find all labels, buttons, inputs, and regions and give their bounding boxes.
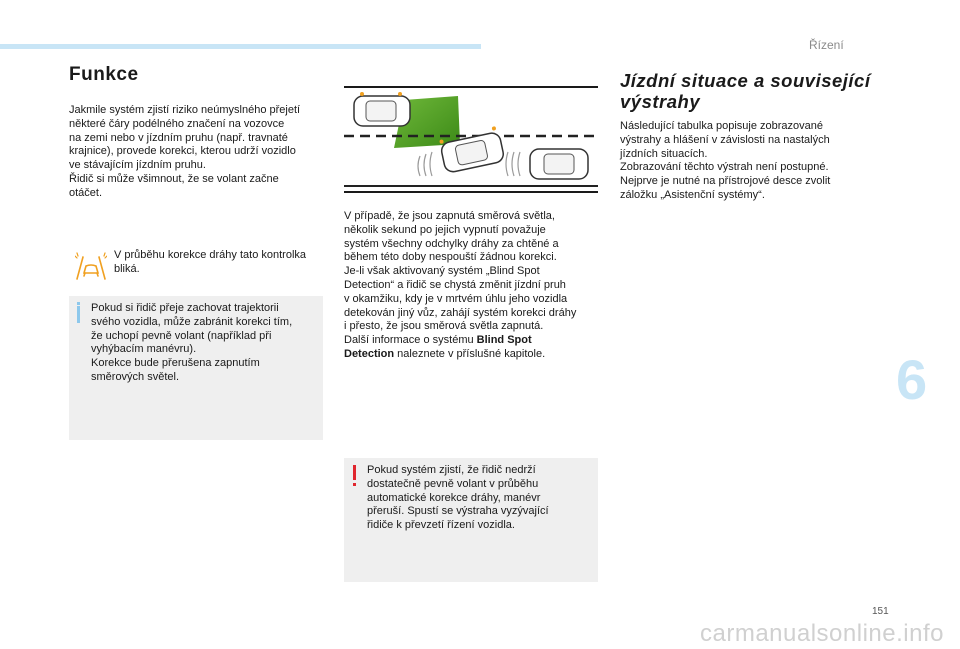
vehicle-blind-spot bbox=[354, 92, 410, 126]
info-icon bbox=[77, 302, 80, 305]
info-box-text: Pokud si řidič přeje zachovat trajektorii svého vozidla, může zabránit korekci tím, že uchopí pevně volant (například při vyhýbacím manévru). Korekce bude přerušena zapnutím směrových světel. bbox=[91, 302, 293, 383]
section-title: Řízení bbox=[809, 38, 844, 52]
page-number: 151 bbox=[872, 606, 889, 617]
warning-box bbox=[344, 458, 598, 582]
info-box bbox=[69, 296, 323, 440]
lane-correction-illustration bbox=[344, 86, 598, 192]
watermark: carmanualsonline.info bbox=[700, 620, 944, 647]
illustration-bottom-rule bbox=[344, 191, 598, 193]
info-icon-bar bbox=[77, 306, 80, 323]
lane-keeping-warning-icon bbox=[75, 251, 107, 281]
warning-exclamation-icon bbox=[353, 465, 356, 480]
heading-driving-situations: Jízdní situace a související výstrahy bbox=[620, 70, 871, 112]
chapter-number: 6 bbox=[896, 348, 928, 411]
header-accent-bar bbox=[0, 44, 481, 49]
vehicle-lane bbox=[530, 149, 588, 179]
warning-box-text: Pokud systém zjistí, že řidič nedrží dostatečně pevně volant v průběhu automatické korekce dráhy, manévr přeruší. Spustí se výstraha vyzývající řidiče k převzetí řízení vozidla. bbox=[367, 464, 549, 532]
warning-exclamation-dot bbox=[353, 483, 356, 486]
indicator-description: V průběhu korekce dráhy tato kontrolka bliká. bbox=[114, 249, 307, 275]
blind-spot-text-end: naleznete v příslušné kapitole. bbox=[394, 347, 546, 360]
driving-situations-paragraph: Následující tabulka popisuje zobrazované výstrahy a hlášení v závislosti na nastalých jízdních situacích. Zobrazování těchto výstrah není postupné. Nejprve je nutné na přístrojové desce zvolit záložku „Asistenční systémy“. bbox=[620, 120, 831, 201]
blind-spot-link-text: Blind Spot Detection bbox=[344, 334, 532, 360]
intro-paragraph: Jakmile systém zjistí riziko neúmyslného přejetí některé čáry podélného značení na vozovce na zemi nebo v jízdním pruhu (např. travnaté krajnice), provede korekci, kterou udrží vozidlo ve stávajícím jízdním pruhu. Řidič si může všimnout, že se volant začne otáčet. bbox=[69, 104, 301, 199]
blind-spot-text-start: V případě, že jsou zapnutá směrová světla, několik sekund po jejich vypnutí považuje systém všechny odchylky dráhy za chtěné a během této doby nespouští žádnou korekci. Je-li však aktivovaný systém „Blind Spot Detection“ a řidič se chystá změnit jízdní pruh v okamžiku, kdy je v mrtvém úhlu jeho vozidla detekován jiný vůz, zahájí systém korekci dráhy i přesto, že jsou směrová světla zapnutá. Další informace o systému bbox=[344, 210, 577, 347]
heading-funkce: Funkce bbox=[69, 64, 139, 85]
blind-spot-paragraph bbox=[344, 210, 602, 362]
